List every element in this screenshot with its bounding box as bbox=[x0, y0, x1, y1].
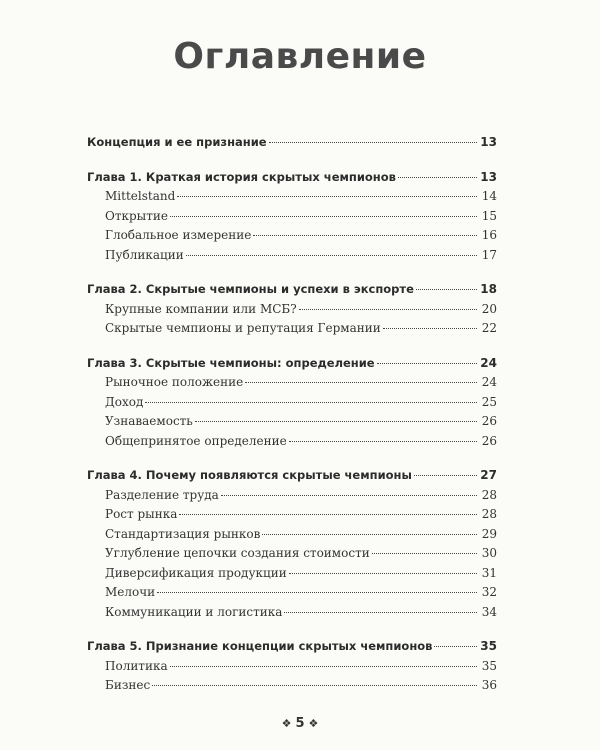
toc-subentry bbox=[87, 321, 497, 341]
toc-subentry bbox=[87, 659, 497, 679]
toc-entry-label: Стандартизация рынков bbox=[105, 526, 261, 541]
dot-leader bbox=[416, 289, 477, 290]
toc-entry-label: Углубление цепочки создания стоимости bbox=[105, 546, 370, 560]
toc-entry-page: 28 bbox=[481, 507, 497, 521]
dot-leader bbox=[434, 646, 477, 647]
dot-leader bbox=[262, 534, 477, 535]
toc-subentry bbox=[87, 546, 497, 566]
toc-entry-label: Мелочи bbox=[105, 585, 156, 599]
dot-leader bbox=[269, 142, 477, 143]
section-gap bbox=[87, 453, 497, 468]
toc-entry-label: Mittelstand bbox=[105, 189, 176, 203]
toc-entry-label: Глава 1. Краткая история скрытых чемпионов bbox=[87, 169, 396, 184]
dot-leader bbox=[170, 666, 477, 667]
dot-leader bbox=[372, 553, 477, 554]
toc-entry-label: Доход bbox=[105, 394, 144, 409]
toc-subentry bbox=[87, 678, 497, 698]
toc-entry-label: Глава 3. Скрытые чемпионы: определение bbox=[87, 355, 375, 370]
section-gap bbox=[87, 155, 497, 170]
toc-entry-label: Политика bbox=[105, 658, 168, 673]
toc-subentry bbox=[87, 189, 497, 209]
toc-entry-page: 29 bbox=[481, 526, 497, 541]
dot-leader bbox=[289, 441, 477, 442]
toc-entry-page: 36 bbox=[481, 678, 497, 692]
toc-entry-page: 26 bbox=[481, 414, 497, 428]
toc-entry-label: Разделение труда bbox=[105, 487, 219, 502]
dot-leader bbox=[170, 216, 477, 217]
dot-leader bbox=[152, 685, 477, 686]
toc-subentry bbox=[87, 248, 497, 268]
toc-entry-label: Коммуникации и логистика bbox=[105, 604, 283, 619]
dot-leader bbox=[186, 255, 477, 256]
toc-entry-page: 28 bbox=[481, 487, 497, 502]
toc-entry-page: 35 bbox=[481, 658, 497, 673]
toc-chapter-entry bbox=[87, 170, 497, 190]
toc-entry-label: Крупные компании или МСБ? bbox=[105, 301, 297, 316]
toc-chapter-entry bbox=[87, 468, 497, 488]
page-number: 5 bbox=[295, 716, 305, 731]
dot-leader bbox=[195, 421, 477, 422]
toc-entry-page: 35 bbox=[480, 639, 497, 653]
toc-entry-label: Рыночное положение bbox=[105, 375, 244, 389]
table-of-contents bbox=[87, 135, 497, 698]
toc-entry-label: Узнаваемость bbox=[105, 414, 193, 428]
toc-entry-label: Глава 2. Скрытые чемпионы и успехи в экспорте bbox=[87, 282, 414, 296]
toc-entry-label: Глобальное измерение bbox=[105, 228, 252, 242]
dot-leader bbox=[179, 514, 477, 515]
toc-entry-label: Концепция и ее признание bbox=[87, 135, 267, 149]
toc-entry-page: 25 bbox=[481, 394, 497, 409]
page-title: Оглавление bbox=[173, 36, 427, 77]
toc-entry-page: 16 bbox=[481, 228, 497, 242]
dot-leader bbox=[398, 177, 477, 178]
toc-subentry bbox=[87, 209, 497, 229]
toc-subentry bbox=[87, 375, 497, 395]
section-gap bbox=[87, 624, 497, 639]
toc-entry-page: 24 bbox=[480, 355, 497, 370]
toc-subentry bbox=[87, 585, 497, 605]
toc-entry-label: Скрытые чемпионы и репутация Германии bbox=[105, 321, 381, 335]
toc-entry-label: Бизнес bbox=[105, 678, 151, 692]
toc-entry-page: 15 bbox=[481, 208, 497, 223]
ornament-right-icon: ❖ bbox=[308, 717, 319, 730]
dot-leader bbox=[177, 196, 477, 197]
toc-entry-label: Открытие bbox=[105, 208, 168, 223]
toc-entry-page: 24 bbox=[481, 375, 497, 389]
toc-subentry bbox=[87, 302, 497, 322]
dot-leader bbox=[245, 382, 477, 383]
toc-chapter-entry bbox=[87, 639, 497, 659]
toc-subentry bbox=[87, 434, 497, 454]
dot-leader bbox=[383, 328, 477, 329]
toc-subentry bbox=[87, 414, 497, 434]
toc-entry-page: 22 bbox=[481, 321, 497, 335]
toc-entry-label: Глава 5. Признание концепции скрытых чемпионов bbox=[87, 639, 433, 653]
toc-entry-label: Общепринятое определение bbox=[105, 433, 287, 448]
toc-chapter-entry bbox=[87, 282, 497, 302]
toc-entry-page: 27 bbox=[480, 468, 497, 482]
dot-leader bbox=[289, 573, 477, 574]
toc-entry-page: 17 bbox=[481, 247, 497, 262]
section-gap bbox=[87, 341, 497, 356]
toc-entry-page: 34 bbox=[481, 604, 497, 619]
toc-entry-page: 30 bbox=[481, 546, 497, 560]
toc-entry-page: 13 bbox=[480, 169, 497, 184]
dot-leader bbox=[414, 475, 477, 476]
page-footer bbox=[0, 716, 600, 731]
toc-chapter-entry bbox=[87, 135, 497, 155]
section-gap bbox=[87, 267, 497, 282]
toc-subentry bbox=[87, 566, 497, 586]
ornament-left-icon: ❖ bbox=[281, 717, 292, 730]
toc-subentry bbox=[87, 605, 497, 625]
toc-subentry bbox=[87, 395, 497, 415]
toc-subentry bbox=[87, 527, 497, 547]
toc-entry-label: Публикации bbox=[105, 247, 184, 262]
toc-entry-label: Рост рынка bbox=[105, 507, 178, 521]
toc-subentry bbox=[87, 228, 497, 248]
toc-entry-label: Диверсификация продукции bbox=[105, 565, 287, 580]
toc-entry-page: 13 bbox=[480, 135, 497, 149]
dot-leader bbox=[377, 363, 477, 364]
toc-entry-label: Глава 4. Почему появляются скрытые чемпионы bbox=[87, 468, 412, 482]
toc-entry-page: 20 bbox=[481, 301, 497, 316]
dot-leader bbox=[284, 612, 477, 613]
toc-subentry bbox=[87, 488, 497, 508]
toc-entry-page: 26 bbox=[481, 433, 497, 448]
dot-leader bbox=[145, 402, 477, 403]
toc-entry-page: 32 bbox=[481, 585, 497, 599]
toc-entry-page: 18 bbox=[480, 282, 497, 296]
toc-entry-page: 31 bbox=[481, 565, 497, 580]
toc-chapter-entry bbox=[87, 356, 497, 376]
toc-subentry bbox=[87, 507, 497, 527]
dot-leader bbox=[299, 309, 477, 310]
dot-leader bbox=[253, 235, 477, 236]
toc-entry-page: 14 bbox=[481, 189, 497, 203]
dot-leader bbox=[157, 592, 477, 593]
dot-leader bbox=[221, 495, 477, 496]
